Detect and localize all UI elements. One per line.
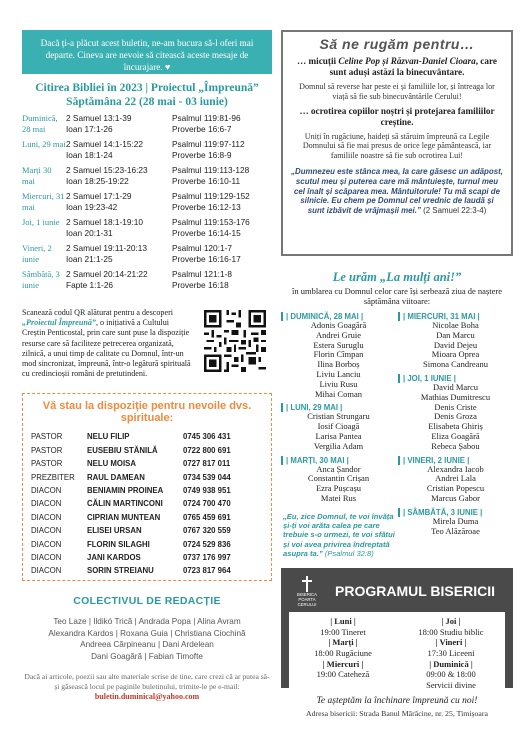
contact-role: PASTOR bbox=[31, 459, 63, 469]
reading-day-row bbox=[22, 217, 272, 238]
reading-passage: 2 Samuel 20:14-21:22 bbox=[66, 269, 148, 279]
prayer-suffix: , care sunt aduși astăzi la binecuvântare. bbox=[329, 56, 497, 77]
birthday-name: Teo Alăzăroae bbox=[431, 525, 480, 536]
reading-passage: 2 Samuel 18:1-19:10 bbox=[66, 217, 144, 227]
reading-passage: Ioan 18:1-24 bbox=[66, 149, 113, 160]
reading-week: Săptămâna 22 (28 mai - 03 iunie) bbox=[66, 96, 228, 108]
prayer-subtitle: … ocrotirea copiilor noștri și protejarea familiilor creștine. bbox=[299, 105, 495, 127]
share-banner: Dacă ți-a plăcut acest buletin, ne-am bucura să-l oferi mai departe. Cineva are nevoie să citească aceste mesaje de încurajare. ♥ bbox=[22, 30, 272, 74]
birthday-day-heading: | MIERCURI, 31 MAI | bbox=[398, 312, 513, 321]
birthday-day-heading: | MARȚI, 30 MAI | bbox=[281, 456, 396, 465]
contact-row bbox=[31, 497, 263, 510]
birthday-name: Matei Rus bbox=[320, 492, 357, 503]
birthday-name: Adonis Goagără bbox=[310, 320, 367, 330]
birthday-name: Estera Suruglu bbox=[313, 339, 364, 350]
reading-passage: Ioan 17:1-26 bbox=[66, 123, 113, 134]
reading-passage: 2 Samuel 17:1-29 bbox=[66, 191, 132, 201]
contacts-title: Vă stau la dispoziție pentru nevoile dvs. spirituale: bbox=[42, 400, 252, 425]
qr-project-name: „Proiectul Împreună” bbox=[22, 318, 96, 328]
contacts-box bbox=[22, 393, 272, 581]
reading-passage: Proverbe 16:6-7 bbox=[172, 123, 232, 134]
program-item: 19:00 Tineret bbox=[320, 626, 366, 637]
reading-passage: Ioan 21:1-25 bbox=[66, 253, 113, 264]
program-item: 18:00 Studiu biblic bbox=[418, 626, 484, 637]
birthday-group bbox=[281, 456, 396, 504]
reading-day: Miercuri, 31 mai bbox=[22, 191, 65, 212]
birthday-quote-ref: (Psalmul 32:8) bbox=[324, 548, 374, 558]
qr-description bbox=[22, 308, 192, 379]
prayer-text: Domnul să reverse har peste ei și familiile lor, și întreaga lor viață să fie sub binecuvântările Cerului! bbox=[299, 82, 495, 101]
birthday-name: Andrei Lala bbox=[435, 473, 476, 484]
prayer-title: Să ne rugăm pentru… bbox=[319, 36, 475, 52]
reading-passage: Proverbe 16:10-11 bbox=[172, 175, 241, 186]
contact-name: NELU MOISA bbox=[87, 459, 136, 469]
contact-role: DIACON bbox=[31, 566, 62, 576]
contact-phone[interactable]: 0724 529 836 bbox=[183, 539, 231, 549]
reading-day-row bbox=[22, 269, 272, 290]
reading-title: Citirea Bibliei în 2023 | Proiectul „Împreună” bbox=[35, 82, 259, 94]
reading-passage: Proverbe 16:12-13 bbox=[172, 201, 241, 212]
church-program bbox=[281, 568, 513, 688]
church-logo-icon bbox=[289, 574, 325, 608]
contact-row bbox=[31, 524, 263, 537]
program-item: 19:00 Cateheză bbox=[316, 669, 370, 680]
contact-phone[interactable]: 0767 320 559 bbox=[183, 526, 231, 536]
contact-name: SORIN STREIANU bbox=[87, 566, 154, 576]
cross-icon bbox=[301, 576, 313, 592]
birthday-name: Mirela Duma bbox=[432, 515, 479, 526]
contact-row bbox=[31, 551, 263, 564]
birthday-name: Simona Candreanu bbox=[423, 359, 488, 370]
birthday-name: Eliza Goagără bbox=[431, 430, 480, 441]
contact-row bbox=[31, 511, 263, 524]
contact-row bbox=[31, 564, 263, 577]
birthday-group bbox=[281, 312, 396, 399]
contact-name: NELU FILIP bbox=[87, 432, 130, 442]
reading-day-row bbox=[22, 113, 272, 134]
program-item: Servicii divine bbox=[426, 679, 476, 690]
contact-role: DIACON bbox=[31, 553, 62, 563]
contact-name: ELISEI URSAN bbox=[87, 526, 142, 536]
contact-name: JANI KARDOS bbox=[87, 553, 141, 563]
qr-text-after: , o inițiativă a Cultului Creștin Penticostal, prin care sunt puse la dispoziție resurse care să faciliteze petrecerea organizată, zilnică, a unui timp de calitate cu Domnul, într-un mod sincronizat, împreună, într-o legătură spirituală cu credincioșii români de pretutindeni. bbox=[22, 318, 191, 379]
program-day: | Vineri | bbox=[435, 637, 467, 648]
birthday-name: Cristian Strungaru bbox=[307, 411, 370, 422]
reading-day: Duminică, 28 mai bbox=[22, 113, 58, 134]
qr-section bbox=[22, 308, 272, 379]
prayer-text: Uniți în rugăciune, haideți să stăruim împreună ca Legile Domnului să fie mai presus de orice lege pământească, iar familiile noastre să fie sub ocrotirea Lui! bbox=[302, 131, 492, 161]
program-slogan: Te așteptăm la închinare împreună cu noi! bbox=[316, 696, 478, 707]
contact-role: DIACON bbox=[31, 486, 62, 496]
contact-role: DIACON bbox=[31, 499, 62, 509]
birthday-name: Mathias Dumitrescu bbox=[420, 391, 491, 402]
contact-phone[interactable]: 0724 700 470 bbox=[183, 499, 231, 509]
reading-passage: Psalmul 119:97-112 bbox=[172, 139, 245, 149]
birthday-name: Constantin Crișan bbox=[307, 473, 370, 484]
church-address: Adresa bisericii: Strada Banul Mărăcine, nr. 25, Timișoara bbox=[306, 709, 488, 719]
birthday-quote-text: „Eu, zice Domnul, te voi învăța și-ți voi arăta calea pe care trebuie s-o urmezi, te voi sfătui și voi avea privirea îndreptată asupra ta.” bbox=[283, 511, 395, 558]
editorial-title: COLECTIVUL DE REDACȚIE bbox=[73, 595, 221, 608]
contact-name: CIPRIAN MUNTEAN bbox=[87, 512, 161, 522]
birthday-name: Anca Șandor bbox=[316, 463, 361, 474]
reading-passage: Proverbe 16:8-9 bbox=[172, 149, 232, 160]
reading-passage: 2 Samuel 14:1-15:22 bbox=[66, 139, 144, 149]
prayer-subtitle bbox=[291, 56, 503, 78]
contact-phone[interactable]: 0737 176 997 bbox=[183, 553, 231, 563]
reading-day: Marți 30 mai bbox=[22, 165, 52, 186]
birthday-name: Florin Cîmpan bbox=[313, 349, 364, 360]
birthday-name: Marcus Gabor bbox=[431, 492, 480, 503]
editorial-line: Teo Laze | Ildikó Trică | Andrada Popa | Alina Avram bbox=[53, 617, 241, 627]
logo-line: BISERICA bbox=[296, 591, 318, 597]
birthday-name: Rebeca Șabou bbox=[431, 440, 480, 451]
program-item: 18:00 Rugăciune bbox=[314, 648, 372, 659]
contact-phone[interactable]: 0765 459 691 bbox=[183, 512, 231, 522]
qr-code-icon[interactable] bbox=[204, 310, 266, 372]
birthday-group bbox=[398, 374, 513, 452]
editorial-line: Alexandra Kardos | Roxana Guia | Christiana Ciochină bbox=[48, 628, 246, 638]
birthday-name: Andrei Gruie bbox=[315, 329, 362, 340]
contact-phone[interactable]: 0722 800 691 bbox=[183, 445, 231, 455]
program-header bbox=[289, 574, 505, 608]
contact-name: CĂLIN MARTINCONI bbox=[87, 499, 163, 509]
reading-day-row bbox=[22, 191, 272, 212]
program-day: | Joi | bbox=[441, 616, 461, 627]
editorial-line: Dani Goagără | Fabian Timofte bbox=[91, 651, 203, 661]
birthday-name: Denis Criste bbox=[434, 401, 477, 412]
contact-role: DIACON bbox=[31, 539, 62, 549]
program-day: | Marți | bbox=[328, 637, 358, 648]
birthday-name: Nicolae Boha bbox=[432, 320, 479, 330]
birthday-title: Le urăm „La mulți ani!” bbox=[332, 270, 462, 284]
birthday-day-heading: | SÂMBĂTĂ, 3 IUNIE | bbox=[398, 508, 513, 517]
program-day: | Luni | bbox=[330, 616, 356, 627]
contact-phone[interactable]: 0745 306 431 bbox=[183, 432, 231, 442]
prayer-quote bbox=[291, 167, 503, 216]
birthday-name: Ilina Borboș bbox=[317, 359, 360, 370]
reading-passage: Psalmul 121:1-8 bbox=[172, 269, 232, 279]
reading-passage: Ioan 19:23-42 bbox=[66, 201, 118, 212]
reading-passage: Proverbe 16:16-17 bbox=[172, 253, 241, 264]
left-column bbox=[22, 30, 272, 701]
contact-row bbox=[31, 538, 263, 551]
prayer-quote-ref: (2 Samuel 22:3-4) bbox=[423, 206, 487, 216]
birthday-name: David Marcu bbox=[432, 381, 479, 392]
birthday-name: Iosif Cioagă bbox=[317, 421, 360, 432]
reading-passage: Ioan 18:25-19:22 bbox=[66, 175, 129, 186]
contact-phone[interactable]: 0727 817 011 bbox=[183, 459, 231, 469]
birthday-group bbox=[398, 508, 513, 537]
contact-role: PREZBITER bbox=[31, 472, 75, 482]
reading-passage: Psalmul 119:81-96 bbox=[172, 113, 241, 123]
birthday-name: Dan Marcu bbox=[436, 329, 475, 340]
reading-passage: 2 Samuel 13:1-39 bbox=[66, 113, 132, 123]
birthday-group bbox=[398, 456, 513, 504]
birthday-group bbox=[281, 403, 396, 451]
birthday-name: David Dejeu bbox=[433, 339, 478, 350]
reading-day-row bbox=[22, 165, 272, 186]
birthday-subtitle: în umblarea cu Domnul celor care își serbează ziua de naștere săptămâna viitoare: bbox=[291, 286, 503, 306]
contact-phone[interactable]: 0749 938 951 bbox=[183, 486, 231, 496]
contact-row bbox=[31, 484, 263, 497]
birthday-grid bbox=[281, 312, 513, 558]
contact-role: PASTOR bbox=[31, 445, 63, 455]
reading-passage: Proverbe 16:14-15 bbox=[172, 227, 241, 238]
birthday-day-heading: | LUNI, 29 MAI | bbox=[281, 403, 396, 412]
contact-row bbox=[31, 457, 263, 470]
logo-line: POARTA CERULUI bbox=[297, 596, 317, 607]
reading-day-row bbox=[22, 139, 272, 160]
contact-row bbox=[31, 430, 263, 443]
editorial-names bbox=[22, 616, 272, 662]
birthday-column-left bbox=[281, 312, 396, 558]
reading-passage: Proverbe 16:18 bbox=[172, 279, 229, 290]
birthday-day-heading: | VINERI, 2 IUNIE | bbox=[398, 456, 513, 465]
editorial-note: Dacă ai articole, poezii sau alte materiale scrise de tine, care crezi că ar putea să-și găsească locul pe paginile buletinului, trimite-le pe e-mail: bbox=[24, 672, 270, 691]
program-title: PROGRAMUL BISERICII bbox=[335, 583, 495, 600]
contact-role: PASTOR bbox=[31, 432, 63, 442]
reading-passage: 2 Samuel 15:23-16:23 bbox=[66, 165, 148, 175]
program-item: 09:00 & 18:00 bbox=[426, 669, 476, 680]
contact-row bbox=[31, 471, 263, 484]
reading-day: Vineri, 2 iunie bbox=[22, 243, 52, 264]
program-schedule bbox=[289, 612, 505, 694]
program-day: | Duminică | bbox=[429, 658, 473, 669]
reading-day: Joi, 1 iunie bbox=[22, 217, 60, 227]
contact-name: RAUL DAMEAN bbox=[87, 472, 145, 482]
program-item: 17:30 Liceeni bbox=[427, 648, 475, 659]
contact-phone[interactable]: 0723 817 964 bbox=[183, 566, 231, 576]
reading-passage: Psalmul 119:113-128 bbox=[172, 165, 250, 175]
birthday-name: Vergilia Adam bbox=[313, 440, 364, 451]
birthday-name: Larisa Pantea bbox=[315, 430, 362, 441]
program-column-right bbox=[397, 616, 505, 690]
prayer-quote-text: „Dumnezeu este stânca mea, la care găsesc un adăpost, scutul meu și puterea care mă mântuiește, turnul meu cel înalt și scăparea mea. Mântuitorule! Tu mă scapi de silnicie. Eu chem pe Domnul cel vrednic de laudă și sunt izbăvit de vrăjmașii mei.” bbox=[291, 166, 503, 216]
birthday-column-right bbox=[398, 312, 513, 558]
reading-passage: Psalmul 119:153-176 bbox=[172, 217, 250, 227]
birthday-name: Ezra Pușcașu bbox=[315, 483, 362, 494]
contact-role: DIACON bbox=[31, 512, 62, 522]
reading-day: Sâmbătă, 3 iunie bbox=[22, 269, 60, 290]
reading-passage: Ioan 20:1-31 bbox=[66, 227, 113, 238]
birthday-group bbox=[398, 312, 513, 370]
contact-row bbox=[31, 444, 263, 457]
reading-passage: Fapte 1:1-26 bbox=[66, 279, 114, 290]
program-column-left bbox=[289, 616, 397, 690]
birthday-name: Mihai Coman bbox=[315, 388, 362, 399]
prayer-prefix: … micuții bbox=[297, 56, 339, 66]
reading-passage: Psalmul 119:129-152 bbox=[172, 191, 250, 201]
contact-name: BENIAMIN PROINEA bbox=[87, 486, 164, 496]
reading-day: Luni, 29 mai bbox=[22, 139, 66, 149]
birthday-day-heading: | DUMINICĂ, 28 MAI | bbox=[281, 312, 396, 321]
reading-passage: 2 Samuel 19:11-20:13 bbox=[66, 243, 148, 253]
prayer-names: Celine Pop și Răzvan-Daniel Cioara bbox=[338, 56, 476, 66]
qr-text-before: Scanează codul QR alăturat pentru a descoperi bbox=[22, 308, 174, 317]
prayer-box bbox=[281, 30, 513, 256]
birthday-name: Denis Groza bbox=[434, 411, 477, 422]
program-day: | Miercuri | bbox=[322, 658, 364, 669]
reading-day-row bbox=[22, 243, 272, 264]
birthday-name: Liviu Lanciu bbox=[316, 368, 361, 379]
birthday-name: Elisabeta Ghiriș bbox=[428, 421, 483, 432]
birthday-day-heading: | JOI, 1 IUNIE | bbox=[398, 374, 513, 383]
contact-role: DIACON bbox=[31, 526, 62, 536]
birthday-name: Mioara Oprea bbox=[431, 349, 480, 360]
editorial-email-link[interactable]: buletin.duminical@yahoo.com bbox=[94, 692, 200, 702]
right-column bbox=[281, 30, 513, 718]
contact-name: EUSEBIU STĂNILĂ bbox=[87, 445, 158, 455]
reading-passage: Psalmul 120:1-7 bbox=[172, 243, 232, 253]
reading-schedule bbox=[22, 113, 272, 290]
birthday-quote bbox=[281, 512, 396, 558]
birthday-name: Liviu Rusu bbox=[319, 378, 358, 389]
contact-phone[interactable]: 0734 539 044 bbox=[183, 472, 231, 482]
birthday-name: Alexandra Iacob bbox=[427, 463, 484, 474]
contact-name: FLORIN SILAGHI bbox=[87, 539, 150, 549]
birthday-name: Cristian Popescu bbox=[426, 483, 485, 494]
editorial-line: Andreea Cărpineanu | Dani Ardelean bbox=[80, 640, 214, 650]
